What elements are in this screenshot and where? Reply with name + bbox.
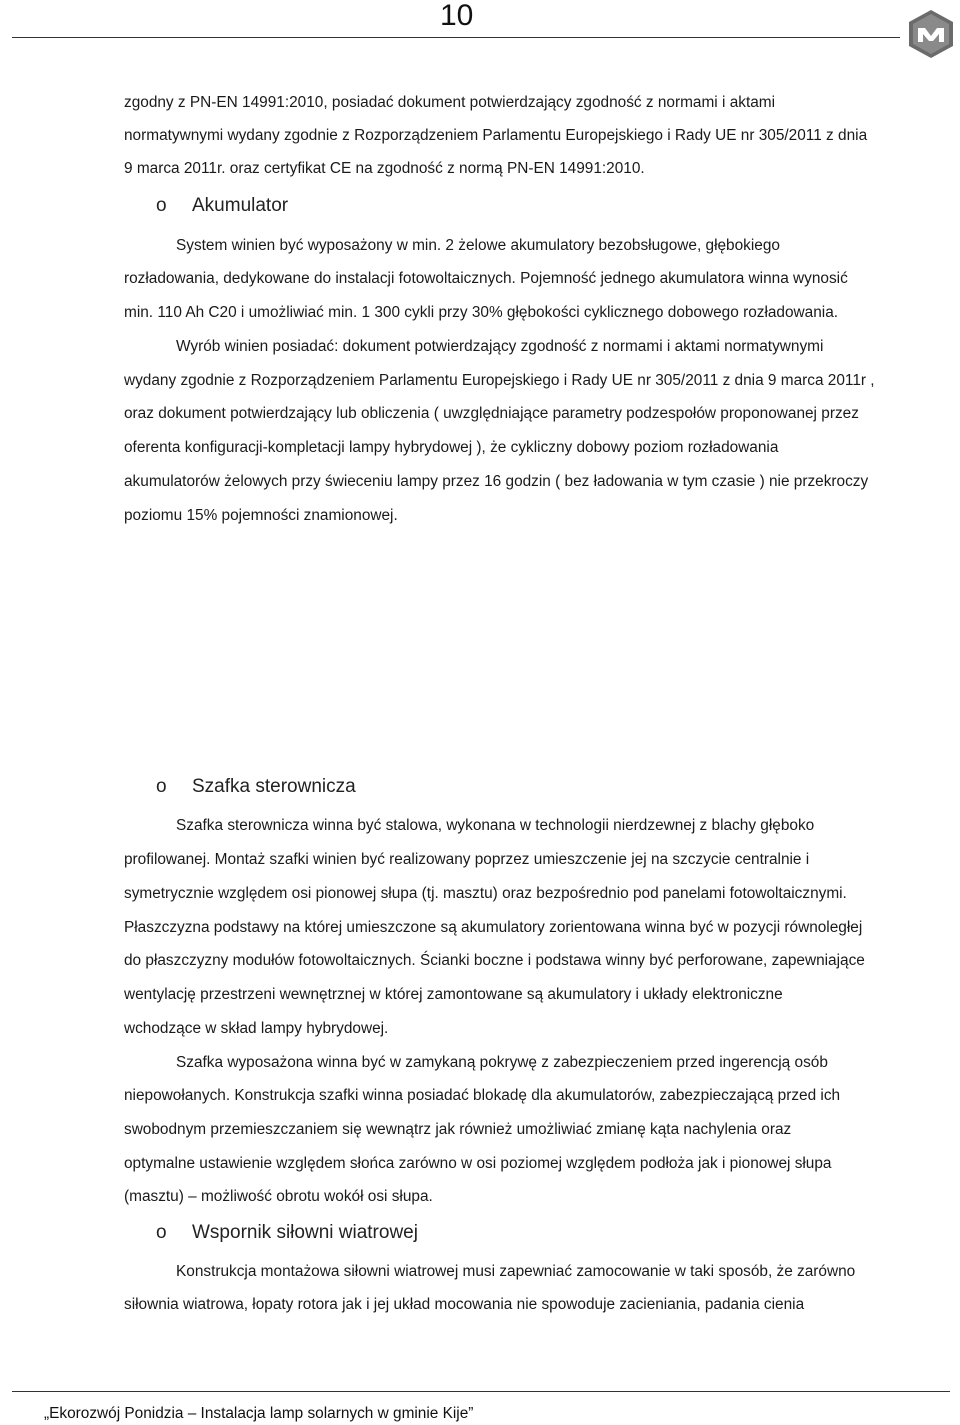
section-heading-wspornik: Wspornik siłowni wiatrowej <box>192 1222 418 1243</box>
paragraph-line: Konstrukcja montażowa siłowni wiatrowej musi zapewniać zamocowanie w taki sposób, że zarówno <box>176 1263 856 1280</box>
paragraph-line: profilowanej. Montaż szafki winien być realizowany poprzez umieszczenie jej na szczycie centralnie i <box>124 851 810 868</box>
bullet-marker: o <box>156 776 167 797</box>
paragraph-line: wchodzące w skład lampy hybrydowej. <box>124 1020 389 1037</box>
section-heading-akumulator: Akumulator <box>192 195 289 216</box>
paragraph-line: niepowołanych. Konstrukcja szafki winna posiadać blokadę dla akumulatorów, zabezpieczającą przed ich <box>124 1087 841 1104</box>
paragraph-line: oferenta konfiguracji-kompletacji lampy hybrydowej ), że cykliczny dobowy poziom rozładowania <box>124 439 779 456</box>
paragraph-line: 9 marca 2011r. oraz certyfikat CE na zgodność z normą PN-EN 14991:2010. <box>124 160 645 177</box>
paragraph-line: wydany zgodnie z Rozporządzeniem Parlamentu Europejskiego i Rady UE nr 305/2011 z dnia 9 marca 2011r , <box>124 372 875 389</box>
paragraph-line: Wyrób winien posiadać: dokument potwierdzający zgodność z normami i aktami normatywnymi <box>176 338 824 355</box>
paragraph-line: min. 110 Ah C20 i umożliwiać min. 1 300 cykli przy 30% głębokości cyklicznego dobowego rozładowania. <box>124 304 839 321</box>
company-logo-icon <box>905 8 957 60</box>
footer-text: „Ekorozwój Ponidzia – Instalacja lamp solarnych w gminie Kije” <box>44 1405 474 1422</box>
paragraph-line: do płaszczyzny modułów fotowoltaicznych. Ścianki boczne i podstawa winny być perforowane, zapewniające <box>124 952 865 969</box>
paragraph-line: Płaszczyzna podstawy na której umieszczone są akumulatory zorientowana winna być w pozycji równoległej <box>124 919 863 936</box>
paragraph-line: rozładowania, dedykowane do instalacji fotowoltaicznych. Pojemność jednego akumulatora winna wynosić <box>124 270 848 287</box>
paragraph-line: swobodnym przemieszczaniem się wewnątrz jak również umożliwiać zmianę kąta nachylenia oraz <box>124 1121 792 1138</box>
paragraph-line: poziomu 15% pojemności znamionowej. <box>124 507 398 524</box>
paragraph-line: optymalne ustawienie względem słońca zarówno w osi poziomej względem podłoża jak i pionowej słupa <box>124 1155 832 1172</box>
paragraph-line: Szafka wyposażona winna być w zamykaną pokrywę z zabezpieczeniem przed ingerencją osób <box>176 1054 828 1071</box>
paragraph-line: akumulatorów żelowych przy świeceniu lampy przez 16 godzin ( bez ładowania w tym czasie ) nie przekroczy <box>124 473 869 490</box>
paragraph-line: symetrycznie względem osi pionowej słupa (tj. masztu) oraz bezpośrednio pod panelami fotowoltaicznymi. <box>124 885 847 902</box>
paragraph-line: (masztu) – możliwość obrotu wokół osi słupa. <box>124 1188 433 1205</box>
paragraph-line: siłownia wiatrowa, łopaty rotora jak i jej układ mocowania nie spowoduje zacieniania, padania cienia <box>124 1296 805 1313</box>
page-number: 10 <box>440 0 474 32</box>
bullet-marker: o <box>156 195 167 216</box>
paragraph-line: wentylację przestrzeni wewnętrznej w której zamontowane są akumulatory i układy elektroniczne <box>124 986 783 1003</box>
footer-divider <box>12 1391 950 1392</box>
paragraph-line: zgodny z PN-EN 14991:2010, posiadać dokument potwierdzający zgodność z normami i aktami <box>124 94 776 111</box>
paragraph-line: normatywnymi wydany zgodnie z Rozporządzeniem Parlamentu Europejskiego i Rady UE nr 305/2011 z dnia <box>124 127 868 144</box>
paragraph-line: Szafka sterownicza winna być stalowa, wykonana w technologii nierdzewnej z blachy głęboko <box>176 817 815 834</box>
paragraph-line: System winien być wyposażony w min. 2 żelowe akumulatory bezobsługowe, głębokiego <box>176 237 780 254</box>
bullet-marker: o <box>156 1222 167 1243</box>
paragraph-line: oraz dokument potwierdzający lub obliczenia ( uwzględniające parametry podzespołów proponowanej przez <box>124 405 859 422</box>
header-divider <box>12 37 900 38</box>
section-heading-szafka: Szafka sterownicza <box>192 776 356 797</box>
